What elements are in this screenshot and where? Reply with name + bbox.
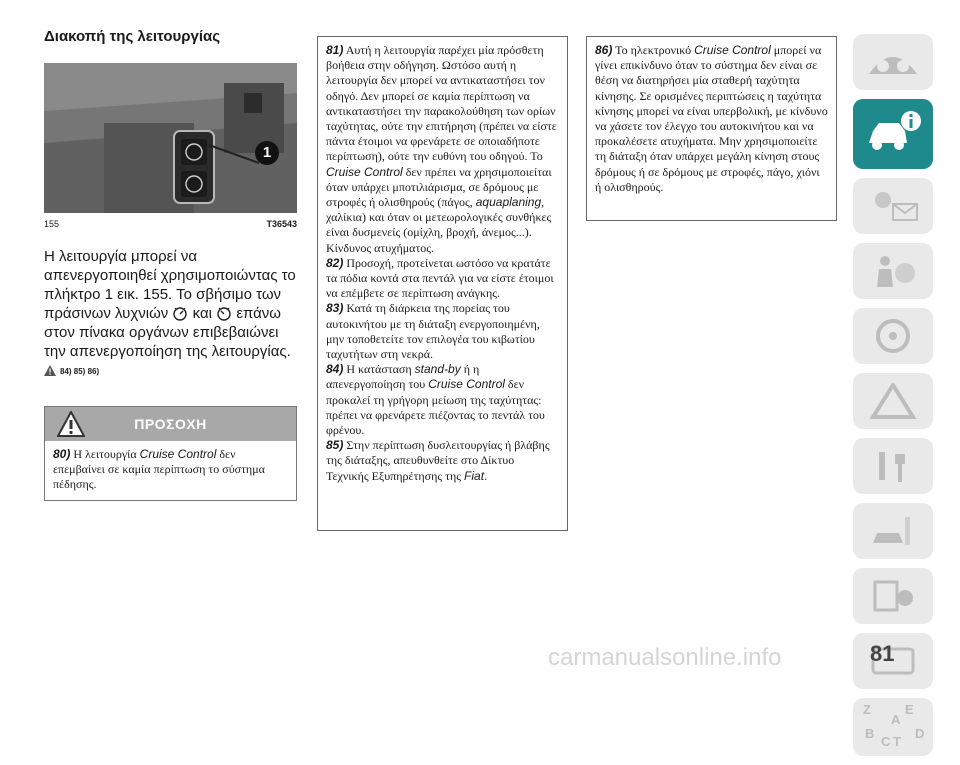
tab-lights-mail[interactable] xyxy=(853,178,933,234)
body-text-3: επάνω στον πίνακα οργάνων επιβεβαιώνει την απενεργοποίηση της λειτουργίας. xyxy=(44,305,291,360)
warning-box xyxy=(44,406,297,501)
warnings-column-2 xyxy=(317,36,568,531)
tab-tools[interactable] xyxy=(853,438,933,494)
warning-header xyxy=(45,407,296,441)
tab-dashboard[interactable] xyxy=(853,34,933,90)
figure-number: 155 xyxy=(44,219,60,229)
figure-code: T36543 xyxy=(266,219,297,229)
warning-item-82: 82) Προσοχή, προτείνεται ωστόσο να κρατάτε τα πόδια κοντά στα πεντάλ για να είστε έτοιμοι να επέμβετε σε περίπτωση ανάγκης. xyxy=(326,255,554,301)
warnings-column-3 xyxy=(586,36,837,221)
tab-car-info[interactable] xyxy=(853,99,933,169)
car-info-icon xyxy=(865,109,923,159)
warning-triangle-icon xyxy=(57,411,85,437)
callout-1: 1 xyxy=(255,141,279,165)
wrench-car-icon xyxy=(865,513,921,549)
technical-data-icon xyxy=(865,578,921,614)
tab-steering-wheel[interactable] xyxy=(853,308,933,364)
warning-item-83: 83) Κατά τη διάρκεια της πορείας του αυτοκινήτου με τη διάταξη ενεργοποιημένη, μην τοποθετείτε τον επιλογέα του κιβωτίου ταχυτήτων στη νεκρά. xyxy=(326,301,540,362)
warning-item: 80) Η λειτουργία Cruise Control δεν επεμβαίνει σε καμία περίπτωση το σύστημα πέδησης. xyxy=(53,447,265,491)
index-letters-icon: Z E A B C T D xyxy=(863,702,925,749)
dashboard-icon xyxy=(865,44,921,80)
tools-icon xyxy=(865,448,921,484)
page-number: 81 xyxy=(870,641,895,666)
figure-155-photo xyxy=(44,63,297,213)
cruise-control-lamp-icon xyxy=(172,305,188,321)
seatbelt-airbag-icon xyxy=(865,253,921,289)
body-text-1: Η λειτουργία μπορεί να απενεργοποιηθεί χρησιμοποιώντας το πλήκτρο 1 εικ. 155. Το σβήσιμο των πράσινων λυχνιών xyxy=(44,248,296,322)
steering-wheel-icon xyxy=(865,318,921,354)
section-title: Διακοπή της λειτουργίας xyxy=(44,28,221,45)
references xyxy=(44,365,297,378)
lights-mail-icon xyxy=(865,188,921,224)
warning-item-81: 81) Αυτή η λειτουργία παρέχει μία πρόσθετη βοήθεια στην οδήγηση. Ωστόσο αυτή η λειτουργία δεν μπορεί να αντικαταστήσει τον οδηγό. Δεν μπορεί σε καμία περίπτωση να αντικαταστήσει την παρακολούθηση των ορίων ταχύτητας, ούτε την επιτήρηση (πρέπει να είστε πάντα έτοιμοι να φρενάρετε σε οποιαδήποτε περίπτωση), ούτε την ευθύνη του οδηγού. Το Cruise Control δεν πρέπει να χρησιμοποιείται όταν υπάρχει μποτιλιάρισμα, σε δρόμους με στροφές ή ολισθηρούς (πάγος, aquaplaning, χαλίκια) και όταν οι μετεωρολογικές συνθήκες είναι δυσμενείς (ομίχλη, βροχή, άνεμος...). Κίνδυνος ατυχήματος. xyxy=(326,43,557,255)
tab-seatbelt-airbag[interactable] xyxy=(853,243,933,299)
body-paragraph xyxy=(44,247,297,361)
speed-limiter-lamp-icon xyxy=(216,305,232,321)
warning-item-85: 85) Στην περίπτωση δυσλειτουργίας ή βλάβης της διάταξης, απευθυνθείτε στο Δίκτυο Τεχνικής Εξυπηρέτησης της Fiat. xyxy=(326,438,550,483)
reference-list: 84) 85) 86) xyxy=(60,367,100,376)
small-warning-icon xyxy=(44,365,56,378)
watermark: carmanualsonline.info xyxy=(548,644,782,671)
tab-maintenance[interactable] xyxy=(853,503,933,559)
figure-caption xyxy=(44,219,297,229)
warning-item-86: 86) Το ηλεκτρονικό Cruise Control μπορεί να γίνει επικίνδυνο όταν το σύστημα δεν είναι σε θέση να διατηρήσει μία σταθερή ταχύτητα κίνησης. Σε ορισμένες περιπτώσεις η ταχύτητα κίνησης μπορεί να είναι υπερβολική, με κίνδυνο να χάσετε τον έλεγχο του αυτοκινήτου και να προκαλέσετε ατυχήματα. Μην χρησιμοποιείτε τη διάταξη όταν υπάρχει μεγάλη κίνηση στους δρόμους ή σε δρόμους με στροφές, πάγο, χιόνι ή ολισθηρούς. xyxy=(595,43,828,194)
tab-index[interactable] xyxy=(853,698,933,756)
tab-technical-data[interactable] xyxy=(853,568,933,624)
body-text-2: και xyxy=(192,305,212,322)
tab-emergency[interactable] xyxy=(853,373,933,429)
left-column xyxy=(44,28,297,501)
warning-item-84: 84) Η κατάσταση stand-by ή η απενεργοποίηση του Cruise Control δεν προκαλεί τη γρήγορη μείωση της ταχύτητας: πρέπει να φρενάρετε πιέζοντας το πεντάλ του φρένου. xyxy=(326,362,545,438)
warning-title: ΠΡΟΣΟΧΗ xyxy=(134,416,207,432)
warning-triangle-icon xyxy=(865,383,921,419)
